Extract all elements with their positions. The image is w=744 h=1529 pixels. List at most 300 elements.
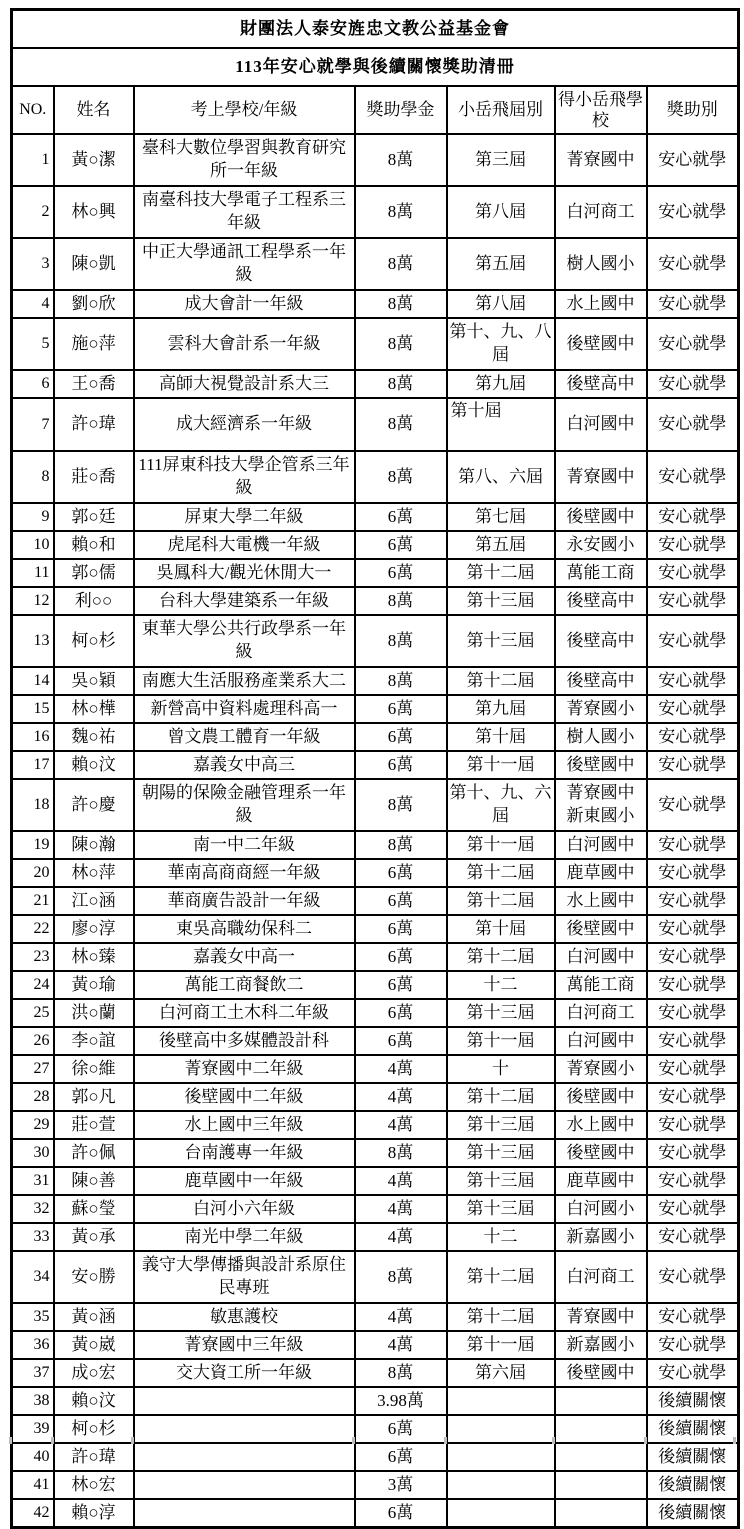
cell-session: 第十二屆 [447, 887, 555, 915]
table-row [12, 779, 739, 831]
cell-session-school: 白河國中 [555, 831, 647, 859]
cell-category: 安心就學 [647, 587, 739, 615]
cell-session-school: 菁寮國中 新東國小 [555, 779, 647, 831]
cell-name: 陳○瀚 [54, 831, 134, 859]
cell-session: 第十二屆 [447, 1303, 555, 1331]
cell-no: 17 [12, 751, 54, 779]
cell-school: 南光中學二年級 [134, 1223, 355, 1251]
cell-no: 31 [12, 1167, 54, 1195]
cell-session-school: 後壁國中 [555, 1083, 647, 1111]
cell-no: 33 [12, 1223, 54, 1251]
cell-amount: 8萬 [355, 370, 447, 398]
table-row [12, 999, 739, 1027]
cell-amount: 4萬 [355, 1331, 447, 1359]
cell-no: 22 [12, 915, 54, 943]
cell-category: 安心就學 [647, 398, 739, 451]
cell-session: 第十一屆 [447, 1331, 555, 1359]
cell-amount: 8萬 [355, 186, 447, 238]
cell-school: 交大資工所一年級 [134, 1359, 355, 1387]
cell-session: 第十三屆 [447, 587, 555, 615]
cell-no: 20 [12, 859, 54, 887]
cell-amount: 8萬 [355, 290, 447, 318]
cell-session: 第八屆 [447, 186, 555, 238]
cell-no: 37 [12, 1359, 54, 1387]
cell-no: 6 [12, 370, 54, 398]
cell-session: 第十一屆 [447, 831, 555, 859]
cell-school [134, 1471, 355, 1499]
table-row [12, 1251, 739, 1303]
cell-name: 許○慶 [54, 779, 134, 831]
table-row [12, 971, 739, 999]
table-row [12, 1083, 739, 1111]
table-row [12, 134, 739, 186]
cell-category: 安心就學 [647, 1167, 739, 1195]
cell-no: 19 [12, 831, 54, 859]
cell-session: 第十二屆 [447, 1251, 555, 1303]
cell-no: 29 [12, 1111, 54, 1139]
cell-no: 41 [12, 1471, 54, 1499]
cell-school: 台南護專一年級 [134, 1139, 355, 1167]
cell-school: 成大經濟系一年級 [134, 398, 355, 451]
cell-name: 許○瑋 [54, 398, 134, 451]
table-row [12, 1027, 739, 1055]
cell-no: 10 [12, 531, 54, 559]
table-row [12, 587, 739, 615]
cell-session-school [555, 1443, 647, 1471]
cell-amount: 8萬 [355, 318, 447, 370]
cell-amount: 8萬 [355, 615, 447, 667]
table-row [12, 1471, 739, 1499]
cell-session: 十二 [447, 1223, 555, 1251]
cell-session: 第八屆 [447, 290, 555, 318]
cell-category: 後續關懷 [647, 1471, 739, 1499]
table-row [12, 290, 739, 318]
cell-session: 第十三屆 [447, 999, 555, 1027]
bleed-tick [552, 1437, 555, 1444]
table-row [12, 531, 739, 559]
cell-session: 第三屆 [447, 134, 555, 186]
cell-session: 第十二屆 [447, 859, 555, 887]
cell-no: 34 [12, 1251, 54, 1303]
cell-amount: 8萬 [355, 667, 447, 695]
cell-session-school: 後壁高中 [555, 370, 647, 398]
cell-category: 安心就學 [647, 451, 739, 503]
bleed-tick [644, 1437, 647, 1444]
cell-session: 第六屆 [447, 1359, 555, 1387]
cell-amount: 4萬 [355, 1055, 447, 1083]
cell-category: 安心就學 [647, 1195, 739, 1223]
table-row [12, 859, 739, 887]
cell-category: 安心就學 [647, 1111, 739, 1139]
cell-session: 十 [447, 1055, 555, 1083]
cell-no: 24 [12, 971, 54, 999]
cell-school: 菁寮國中二年級 [134, 1055, 355, 1083]
table-row [12, 186, 739, 238]
cell-category: 後續關懷 [647, 1443, 739, 1471]
table-row [12, 667, 739, 695]
cell-category: 安心就學 [647, 1331, 739, 1359]
cell-no: 39 [12, 1415, 54, 1443]
cell-session-school: 後壁高中 [555, 667, 647, 695]
cell-session-school: 後壁高中 [555, 615, 647, 667]
cell-session-school: 萬能工商 [555, 559, 647, 587]
table-row [12, 451, 739, 503]
cell-amount: 6萬 [355, 695, 447, 723]
cell-amount: 6萬 [355, 559, 447, 587]
cell-amount: 6萬 [355, 1027, 447, 1055]
cell-name: 洪○蘭 [54, 999, 134, 1027]
cell-amount: 3.98萬 [355, 1387, 447, 1415]
cell-session: 十二 [447, 971, 555, 999]
table-row [12, 1303, 739, 1331]
cell-name: 蘇○瑩 [54, 1195, 134, 1223]
cell-no: 28 [12, 1083, 54, 1111]
cell-school: 萬能工商餐飲二 [134, 971, 355, 999]
table-row [12, 1195, 739, 1223]
cell-amount: 4萬 [355, 1223, 447, 1251]
cell-name: 賴○淳 [54, 1499, 134, 1528]
cell-no: 16 [12, 723, 54, 751]
cell-name: 江○涵 [54, 887, 134, 915]
page-subtitle: 113年安心就學與後續關懷獎助清冊 [12, 48, 739, 86]
cell-category: 安心就學 [647, 503, 739, 531]
table-row [12, 695, 739, 723]
cell-session [447, 1387, 555, 1415]
cell-session-school: 菁寮國中 [555, 134, 647, 186]
cell-category: 安心就學 [647, 723, 739, 751]
cell-name: 廖○淳 [54, 915, 134, 943]
cell-name: 許○佩 [54, 1139, 134, 1167]
cell-name: 李○誼 [54, 1027, 134, 1055]
cell-no: 21 [12, 887, 54, 915]
cell-amount: 4萬 [355, 1303, 447, 1331]
cell-name: 利○○ [54, 587, 134, 615]
table-body [12, 134, 739, 1528]
cell-session-school: 菁寮國小 [555, 695, 647, 723]
bleed-tick [352, 1437, 355, 1444]
cell-session-school: 白河商工 [555, 1251, 647, 1303]
column-header-row [12, 86, 739, 134]
cell-name: 黃○瑜 [54, 971, 134, 999]
table-row [12, 559, 739, 587]
cell-name: 徐○維 [54, 1055, 134, 1083]
cell-amount: 8萬 [355, 451, 447, 503]
cell-amount: 6萬 [355, 503, 447, 531]
cell-session: 第十二屆 [447, 667, 555, 695]
cell-category: 安心就學 [647, 971, 739, 999]
cell-school: 鹿草國中一年級 [134, 1167, 355, 1195]
cell-category: 安心就學 [647, 370, 739, 398]
table-row [12, 751, 739, 779]
cell-name: 陳○善 [54, 1167, 134, 1195]
cell-session: 第十三屆 [447, 615, 555, 667]
cell-name: 吳○穎 [54, 667, 134, 695]
cell-no: 13 [12, 615, 54, 667]
cell-school: 臺科大數位學習與教育研究所一年級 [134, 134, 355, 186]
cell-school: 後壁高中多媒體設計科 [134, 1027, 355, 1055]
cell-name: 柯○杉 [54, 615, 134, 667]
cell-no: 38 [12, 1387, 54, 1415]
cell-category: 安心就學 [647, 290, 739, 318]
cell-session: 第十一屆 [447, 751, 555, 779]
cell-school [134, 1387, 355, 1415]
table-row [12, 1139, 739, 1167]
cell-category: 安心就學 [647, 695, 739, 723]
cell-amount: 6萬 [355, 751, 447, 779]
cell-session-school [555, 1387, 647, 1415]
cell-session-school: 白河商工 [555, 999, 647, 1027]
cell-school: 吳鳳科大/觀光休閒大一 [134, 559, 355, 587]
cell-amount: 4萬 [355, 1167, 447, 1195]
cell-amount: 8萬 [355, 238, 447, 290]
cell-session-school: 白河國中 [555, 1027, 647, 1055]
cell-name: 黃○涵 [54, 1303, 134, 1331]
cell-session-school: 永安國小 [555, 531, 647, 559]
table-row [12, 831, 739, 859]
cell-category: 安心就學 [647, 1251, 739, 1303]
cell-name: 魏○祐 [54, 723, 134, 751]
bleed-tick [51, 1437, 54, 1444]
cell-session-school: 菁寮國小 [555, 1055, 647, 1083]
cell-session-school: 菁寮國中 [555, 451, 647, 503]
cell-name: 林○宏 [54, 1471, 134, 1499]
cell-category: 安心就學 [647, 1303, 739, 1331]
column-header-session-school: 得小岳飛學校 [555, 86, 647, 134]
cell-session: 第十三屆 [447, 1139, 555, 1167]
cell-no: 3 [12, 238, 54, 290]
cell-no: 40 [12, 1443, 54, 1471]
cell-school: 東華大學公共行政學系一年級 [134, 615, 355, 667]
table-row [12, 318, 739, 370]
cell-school: 屏東大學二年級 [134, 503, 355, 531]
cell-category: 安心就學 [647, 779, 739, 831]
cell-category: 安心就學 [647, 615, 739, 667]
table-row [12, 1443, 739, 1471]
cell-school: 白河商工土木科二年級 [134, 999, 355, 1027]
cell-session: 第七屆 [447, 503, 555, 531]
cell-category: 安心就學 [647, 318, 739, 370]
cell-amount: 6萬 [355, 1443, 447, 1471]
cell-category: 安心就學 [647, 134, 739, 186]
cell-no: 14 [12, 667, 54, 695]
cell-name: 林○臻 [54, 943, 134, 971]
cell-category: 安心就學 [647, 999, 739, 1027]
cell-category: 安心就學 [647, 887, 739, 915]
cell-session: 第十二屆 [447, 559, 555, 587]
cell-session: 第十、九、六屆 [447, 779, 555, 831]
cell-category: 安心就學 [647, 1223, 739, 1251]
cell-amount: 6萬 [355, 915, 447, 943]
cell-school: 後壁國中二年級 [134, 1083, 355, 1111]
bleed-tick [9, 1437, 12, 1444]
cell-session-school: 菁寮國中 [555, 1303, 647, 1331]
cell-amount: 8萬 [355, 779, 447, 831]
cell-name: 郭○廷 [54, 503, 134, 531]
cell-session-school: 白河國小 [555, 1195, 647, 1223]
cell-category: 安心就學 [647, 238, 739, 290]
cell-amount: 6萬 [355, 971, 447, 999]
cell-session-school [555, 1499, 647, 1528]
cell-amount: 6萬 [355, 999, 447, 1027]
cell-category: 安心就學 [647, 531, 739, 559]
table-row [12, 723, 739, 751]
cell-amount: 6萬 [355, 723, 447, 751]
cell-session [447, 1499, 555, 1528]
cell-no: 9 [12, 503, 54, 531]
column-header-amount: 獎助學金 [355, 86, 447, 134]
cell-no: 4 [12, 290, 54, 318]
cell-school: 新營高中資料處理科高一 [134, 695, 355, 723]
cell-session: 第五屆 [447, 531, 555, 559]
cell-no: 26 [12, 1027, 54, 1055]
cell-session: 第十屆 [447, 915, 555, 943]
cell-category: 安心就學 [647, 186, 739, 238]
cell-name: 陳○凱 [54, 238, 134, 290]
cell-name: 黃○承 [54, 1223, 134, 1251]
cell-no: 12 [12, 587, 54, 615]
table-row [12, 943, 739, 971]
cell-school: 白河小六年級 [134, 1195, 355, 1223]
cell-school: 朝陽的保險金融管理系一年級 [134, 779, 355, 831]
cell-amount: 6萬 [355, 531, 447, 559]
table-row [12, 503, 739, 531]
cell-school: 台科大學建築系一年級 [134, 587, 355, 615]
cell-category: 安心就學 [647, 667, 739, 695]
cell-session: 第十、九、八屆 [447, 318, 555, 370]
cell-no: 7 [12, 398, 54, 451]
cell-session [447, 1471, 555, 1499]
next-page-bleed [0, 1437, 744, 1444]
cell-no: 36 [12, 1331, 54, 1359]
cell-session-school: 後壁國中 [555, 1139, 647, 1167]
cell-school: 中正大學通訊工程學系一年級 [134, 238, 355, 290]
cell-no: 1 [12, 134, 54, 186]
cell-no: 42 [12, 1499, 54, 1528]
cell-session-school [555, 1471, 647, 1499]
cell-no: 32 [12, 1195, 54, 1223]
cell-session: 第十屆 [447, 723, 555, 751]
cell-category: 安心就學 [647, 943, 739, 971]
cell-amount: 8萬 [355, 831, 447, 859]
table-row [12, 1223, 739, 1251]
cell-no: 5 [12, 318, 54, 370]
cell-session-school: 後壁國中 [555, 751, 647, 779]
cell-no: 2 [12, 186, 54, 238]
column-header-no: NO. [12, 86, 54, 134]
cell-session-school: 新嘉國小 [555, 1223, 647, 1251]
bleed-tick [444, 1437, 447, 1444]
cell-school: 曾文農工體育一年級 [134, 723, 355, 751]
table-row [12, 1499, 739, 1528]
column-header-school: 考上學校/年級 [134, 86, 355, 134]
cell-name: 黃○潔 [54, 134, 134, 186]
cell-session: 第五屆 [447, 238, 555, 290]
column-header-name: 姓名 [54, 86, 134, 134]
cell-amount: 8萬 [355, 1251, 447, 1303]
cell-session: 第十三屆 [447, 1195, 555, 1223]
table-row [12, 1331, 739, 1359]
cell-session-school: 白河國中 [555, 398, 647, 451]
cell-school: 111屏東科技大學企管系三年級 [134, 451, 355, 503]
cell-session [447, 1443, 555, 1471]
cell-session-school: 白河國中 [555, 943, 647, 971]
cell-amount: 6萬 [355, 1499, 447, 1528]
cell-school: 嘉義女中高一 [134, 943, 355, 971]
table-row [12, 398, 739, 451]
cell-name: 柯○杉 [54, 1415, 134, 1443]
cell-amount: 8萬 [355, 134, 447, 186]
cell-name: 黃○崴 [54, 1331, 134, 1359]
cell-category: 安心就學 [647, 559, 739, 587]
cell-category: 後續關懷 [647, 1387, 739, 1415]
cell-session: 第十屆 [447, 398, 555, 451]
cell-session: 第十三屆 [447, 1111, 555, 1139]
cell-name: 郭○凡 [54, 1083, 134, 1111]
cell-school: 成大會計一年級 [134, 290, 355, 318]
cell-category: 安心就學 [647, 751, 739, 779]
cell-amount: 6萬 [355, 859, 447, 887]
cell-session: 第十三屆 [447, 1167, 555, 1195]
cell-school: 南一中二年級 [134, 831, 355, 859]
cell-name: 莊○喬 [54, 451, 134, 503]
cell-name: 賴○和 [54, 531, 134, 559]
cell-name: 安○勝 [54, 1251, 134, 1303]
cell-session-school: 後壁國中 [555, 503, 647, 531]
cell-session-school: 新嘉國小 [555, 1331, 647, 1359]
cell-session: 第十二屆 [447, 943, 555, 971]
cell-no: 11 [12, 559, 54, 587]
table-row [12, 238, 739, 290]
cell-name: 劉○欣 [54, 290, 134, 318]
cell-session: 第九屆 [447, 695, 555, 723]
cell-name: 施○萍 [54, 318, 134, 370]
cell-name: 郭○儒 [54, 559, 134, 587]
cell-amount: 6萬 [355, 943, 447, 971]
table-row [12, 915, 739, 943]
bleed-tick [733, 1437, 736, 1444]
cell-category: 安心就學 [647, 1027, 739, 1055]
cell-school: 義守大學傳播與設計系原住民專班 [134, 1251, 355, 1303]
cell-session-school: 水上國中 [555, 290, 647, 318]
table-row [12, 887, 739, 915]
cell-category: 安心就學 [647, 1139, 739, 1167]
cell-school: 南應大生活服務產業系大二 [134, 667, 355, 695]
table-row [12, 615, 739, 667]
table-row [12, 1359, 739, 1387]
cell-school: 華商廣告設計一年級 [134, 887, 355, 915]
cell-amount: 3萬 [355, 1471, 447, 1499]
cell-name: 林○興 [54, 186, 134, 238]
cell-session-school: 樹人國小 [555, 238, 647, 290]
cell-amount: 4萬 [355, 1195, 447, 1223]
cell-amount: 4萬 [355, 1111, 447, 1139]
cell-school [134, 1499, 355, 1528]
cell-amount: 6萬 [355, 887, 447, 915]
cell-school: 敏惠護校 [134, 1303, 355, 1331]
cell-school: 南臺科技大學電子工程系三年級 [134, 186, 355, 238]
cell-no: 35 [12, 1303, 54, 1331]
cell-no: 15 [12, 695, 54, 723]
cell-name: 賴○汶 [54, 751, 134, 779]
cell-session: 第九屆 [447, 370, 555, 398]
cell-school: 虎尾科大電機一年級 [134, 531, 355, 559]
cell-no: 25 [12, 999, 54, 1027]
cell-name: 成○宏 [54, 1359, 134, 1387]
cell-name: 林○萍 [54, 859, 134, 887]
cell-no: 8 [12, 451, 54, 503]
cell-session-school: 後壁國中 [555, 915, 647, 943]
cell-no: 30 [12, 1139, 54, 1167]
